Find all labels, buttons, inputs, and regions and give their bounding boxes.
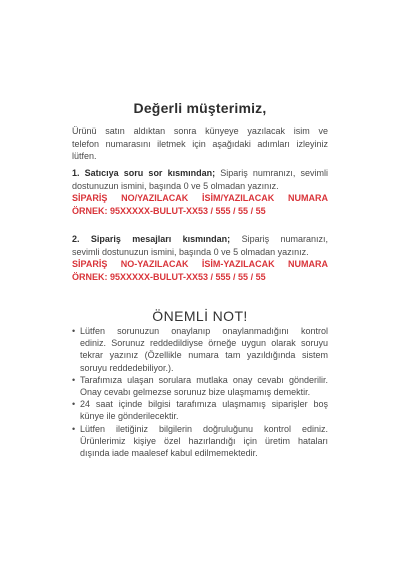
note-item — [72, 398, 328, 422]
note-line: Ürünlerimiz kişiye özel hazırlandığı için üretim hataları — [80, 435, 328, 446]
note-item — [72, 374, 328, 398]
note-line: Tarafımıza ulaşan sorulara mutlaka onay cevabı gönderilir. — [80, 374, 328, 385]
step-2 — [72, 233, 328, 283]
step-1-first-line — [72, 167, 328, 180]
note-item — [72, 325, 328, 374]
bullet-icon: • — [72, 326, 76, 336]
bullet-icon: • — [72, 374, 76, 385]
step-1-text: Sipariş numranızı, sevimli — [220, 168, 328, 178]
step-2-second-line: sevimli dostunuzun ismini, başında 0 ve 5 olmadan yazınız. — [72, 246, 309, 257]
important-note-title: ÖNEMLİ NOT! — [152, 308, 248, 324]
note-line: ediniz. Sorunuz reddedildiyse örneğe uygun olarak soruyu — [80, 338, 328, 349]
step-2-text: Sipariş numaranızı, — [241, 234, 328, 244]
note-line: tekrar yazınız (Özellikle numara tam yazıldığında sistem — [80, 350, 328, 361]
note-line: Lütfen sorunuzun onaylanıp onaylanmadığını kontrol — [80, 326, 328, 336]
important-note-list — [72, 325, 328, 459]
greeting-heading: Değerli müşterimiz, — [133, 100, 267, 116]
step-1 — [72, 167, 328, 217]
note-line: Lütfen iletiğiniz bilgilerin doğruluğunu kontrol ediniz. — [80, 423, 328, 434]
step-1-example-line: ÖRNEK: 95XXXXX-BULUT-XX53 / 555 / 55 / 55 — [72, 205, 266, 216]
step-2-first-line — [72, 233, 328, 246]
bullet-icon: • — [72, 423, 76, 434]
step-1-heading: Satıcıya soru sor kısmından; — [84, 168, 216, 178]
step-2-number: 2. — [72, 234, 80, 244]
note-line: soruyu reddedebiliyor.). — [80, 362, 174, 373]
step-1-second-line: dostunuzun ismini, başında 0 ve 5 olmadan yazınız. — [72, 180, 279, 191]
note-line: künye ile gönderilecektir. — [80, 411, 179, 422]
note-line: 24 saat içinde bilgisi tarafımıza ulaşmamış siparişler boş — [80, 399, 328, 410]
step-1-format-line: SİPARİŞ NO/YAZILACAK İSİM/YAZILACAK NUMARA — [72, 193, 328, 203]
step-2-format-line: SİPARİŞ NO-YAZILACAK İSİM-YAZILACAK NUMARA — [72, 259, 328, 269]
intro-line: lütfen. — [72, 151, 97, 161]
note-item — [72, 423, 328, 460]
bullet-icon: • — [72, 399, 76, 410]
intro-paragraph — [72, 125, 328, 163]
step-2-heading: Sipariş mesajları kısmından; — [90, 234, 231, 244]
note-line: dışında iade maalesef kabul edilmemektedir. — [80, 448, 258, 459]
intro-line: telefon numarasını iletmek için aşağıdaki adımları izleyiniz — [72, 138, 328, 149]
step-2-example-line: ÖRNEK: 95XXXXX-BULUT-XX53 / 555 / 55 / 55 — [72, 271, 266, 282]
step-1-number: 1. — [72, 168, 80, 178]
intro-line: Ürünü satın aldıktan sonra künyeye yazılacak isim ve — [72, 126, 328, 136]
note-line: Onay cevabı gelmezse sorunuz bize ulaşmamış demektir. — [80, 387, 311, 398]
